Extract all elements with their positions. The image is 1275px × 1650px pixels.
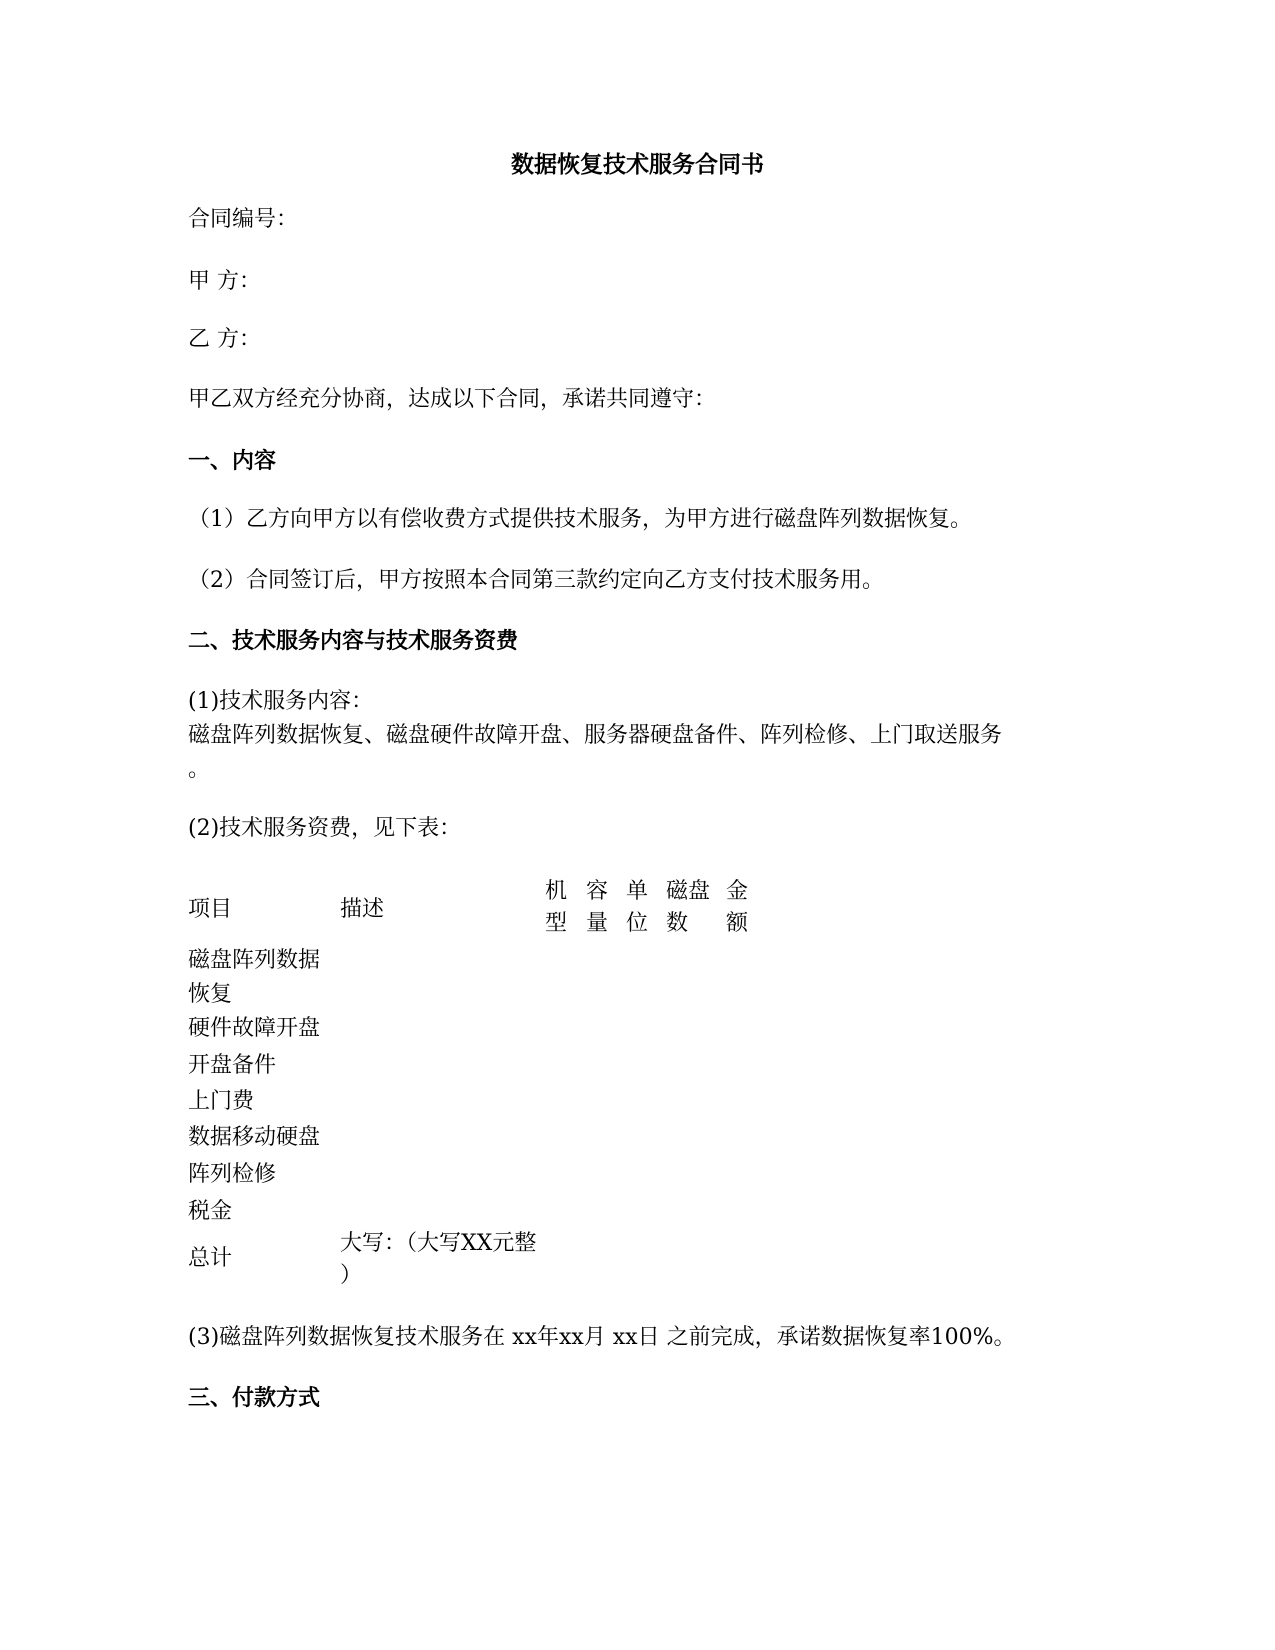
preamble-text: 甲乙双方经充分协商，达成以下合同，承诺共同遵守： [188, 387, 717, 412]
table-row: 阵列检修 [188, 1162, 277, 1187]
table-row: 恢复 [188, 982, 233, 1007]
service-content-wrap: 。 [188, 757, 211, 782]
deadline-text: (3)磁盘阵列数据恢复技术服务在 xx年xx月 xx日 之前完成，承诺数据恢复率100%。 [188, 1325, 1016, 1350]
contract-number-label: 合同编号： [188, 207, 299, 232]
table-row: 开盘备件 [188, 1053, 277, 1078]
service-content-text: 磁盘阵列数据恢复、磁盘硬件故障开盘、服务器硬盘备件、阵列检修、上门取送服务 [188, 723, 1003, 748]
table-row: 数据移动硬盘 [188, 1125, 321, 1150]
party-b-label: 乙 方： [188, 327, 261, 352]
section-1-item-1: （1）乙方向甲方以有偿收费方式提供技术服务，为甲方进行磁盘阵列数据恢复。 [188, 507, 972, 532]
document-title: 数据恢复技术服务合同书 [511, 151, 764, 178]
table-total-description: 大写：（大写XX元整 ） [340, 1231, 537, 1288]
fee-table-label: (2)技术服务资费，见下表： [188, 816, 462, 841]
section-1-item-2: （2）合同签订后，甲方按照本合同第三款约定向乙方支付技术服务用。 [188, 568, 884, 593]
header-disk-count: 磁盘 数 [666, 879, 711, 936]
table-row: 硬件故障开盘 [188, 1016, 321, 1041]
header-description: 描述 [340, 897, 385, 922]
table-row: 上门费 [188, 1089, 255, 1114]
table-total-label: 总计 [188, 1246, 233, 1271]
header-capacity: 容 量 [586, 879, 609, 936]
table-row: 税金 [188, 1199, 233, 1224]
section-1-heading: 一、内容 [188, 448, 277, 474]
section-2-heading: 二、技术服务内容与技术服务资费 [188, 628, 519, 654]
header-model: 机 型 [545, 879, 568, 936]
table-row: 磁盘阵列数据 [188, 948, 321, 973]
party-a-label: 甲 方： [188, 269, 261, 294]
service-content-label: (1)技术服务内容： [188, 689, 374, 714]
header-unit: 单 位 [626, 879, 649, 936]
header-amount: 金 额 [726, 879, 749, 936]
section-3-heading: 三、付款方式 [188, 1385, 321, 1411]
header-item: 项目 [188, 897, 233, 922]
